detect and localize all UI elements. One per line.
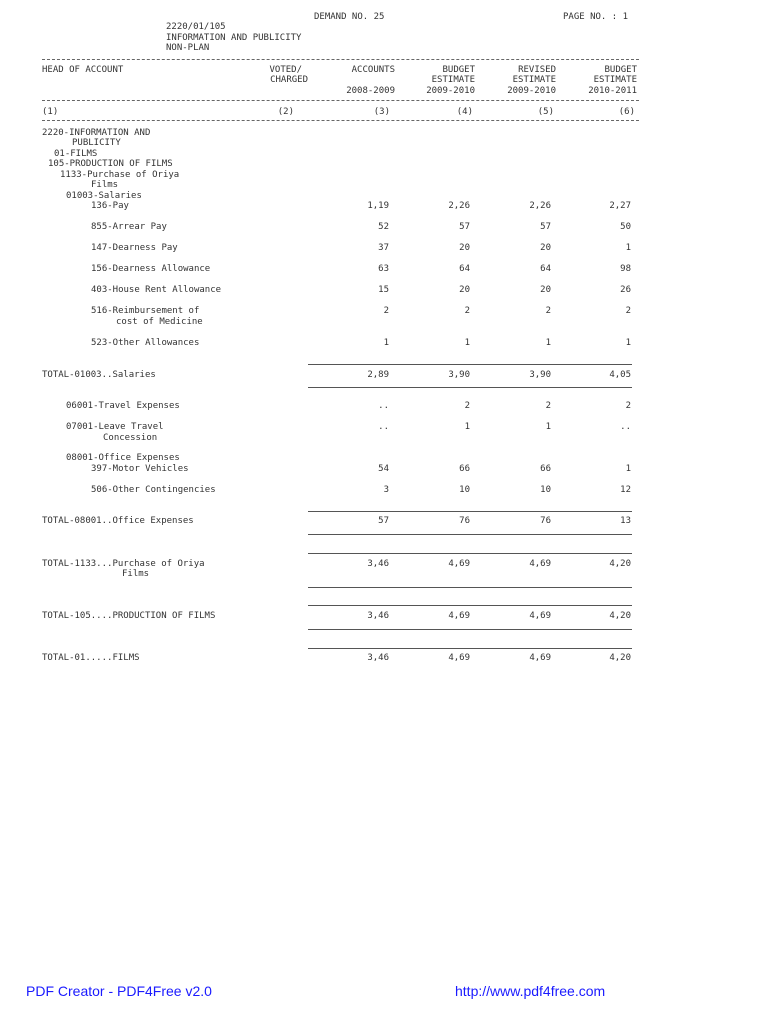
- cell-budget2: 2,27: [609, 201, 631, 211]
- cell-budget: 4,69: [448, 653, 470, 663]
- cell-budget: 4,69: [448, 611, 470, 621]
- cell-budget2: 2: [625, 306, 631, 316]
- col-budget2-estimate: ESTIMATE: [593, 75, 637, 85]
- total-rule-top: [308, 605, 632, 606]
- cell-revised: 1: [545, 338, 551, 348]
- account-code: 2220/01/105: [166, 22, 226, 32]
- cell-revised: 57: [540, 222, 551, 232]
- row-label-cont: cost of Medicine: [116, 317, 203, 327]
- header-rule-mid: [42, 100, 639, 101]
- cell-revised: 64: [540, 264, 551, 274]
- cell-accounts: 57: [378, 516, 389, 526]
- cell-accounts: 1: [383, 338, 389, 348]
- cell-budget: 2: [464, 306, 470, 316]
- col-budget2-year: 2010-2011: [588, 86, 637, 96]
- row-label: 397-Motor Vehicles: [91, 464, 189, 474]
- row-label: 07001-Leave Travel: [66, 422, 164, 432]
- cell-accounts: 37: [378, 243, 389, 253]
- col-voted-label: VOTED/: [269, 65, 302, 75]
- cell-accounts: 3,46: [367, 559, 389, 569]
- office-expenses-head: 08001-Office Expenses: [66, 453, 180, 463]
- cell-budget2: 98: [620, 264, 631, 274]
- cell-budget2: 50: [620, 222, 631, 232]
- pdf-creator-label: PDF Creator - PDF4Free v2.0: [26, 983, 212, 999]
- subtotal-rule-bottom: [308, 534, 632, 535]
- cell-revised: 20: [540, 243, 551, 253]
- cell-budget2: 2: [625, 401, 631, 411]
- col-number-2: (2): [277, 107, 294, 117]
- cell-budget: 2: [464, 401, 470, 411]
- total-rule-top: [308, 648, 632, 649]
- cell-revised: 76: [540, 516, 551, 526]
- cell-revised: 2,26: [529, 201, 551, 211]
- row-label-cont: Concession: [103, 433, 158, 443]
- cell-budget2: 4,20: [609, 611, 631, 621]
- col-number-4: (4): [456, 107, 473, 117]
- plan-type: NON-PLAN: [166, 43, 210, 53]
- total-rule-bottom: [308, 587, 632, 588]
- cell-revised: 3,90: [529, 370, 551, 380]
- cell-budget2: 4,20: [609, 559, 631, 569]
- cell-revised: 4,69: [529, 611, 551, 621]
- cell-budget: 3,90: [448, 370, 470, 380]
- row-label: 523-Other Allowances: [91, 338, 200, 348]
- col-revised-year: 2009-2010: [507, 86, 556, 96]
- cell-budget: 1: [464, 338, 470, 348]
- cell-revised: 2: [545, 306, 551, 316]
- cell-budget: 2,26: [448, 201, 470, 211]
- row-label: 06001-Travel Expenses: [66, 401, 180, 411]
- col-budget-label: BUDGET: [442, 65, 475, 75]
- cell-budget: 4,69: [448, 559, 470, 569]
- row-label: TOTAL-01.....FILMS: [42, 653, 140, 663]
- col-revised-estimate: ESTIMATE: [512, 75, 556, 85]
- demand-number: DEMAND NO. 25: [314, 12, 385, 22]
- cell-budget: 64: [459, 264, 470, 274]
- cell-accounts: 3,46: [367, 611, 389, 621]
- row-label-cont: Films: [122, 569, 150, 579]
- cell-budget2: 26: [620, 285, 631, 295]
- cell-budget2: 4,20: [609, 653, 631, 663]
- cell-budget2: 12: [620, 485, 631, 495]
- row-label: 855-Arrear Pay: [91, 222, 167, 232]
- row-label: 516-Reimbursement of: [91, 306, 200, 316]
- cell-accounts: 3,46: [367, 653, 389, 663]
- cell-accounts: 2: [383, 306, 389, 316]
- cell-budget2: 1: [625, 243, 631, 253]
- account-title: INFORMATION AND PUBLICITY: [166, 33, 302, 43]
- row-label: 403-House Rent Allowance: [91, 285, 222, 295]
- col-accounts-label: ACCOUNTS: [351, 65, 395, 75]
- cell-accounts: 15: [378, 285, 389, 295]
- cell-accounts: 52: [378, 222, 389, 232]
- row-label: TOTAL-01003..Salaries: [42, 370, 156, 380]
- cell-budget: 57: [459, 222, 470, 232]
- cell-revised: 10: [540, 485, 551, 495]
- col-number-1: (1): [42, 107, 59, 117]
- row-label: 156-Dearness Allowance: [91, 264, 211, 274]
- cell-accounts: ..: [378, 401, 389, 411]
- col-number-3: (3): [373, 107, 390, 117]
- cell-revised: 4,69: [529, 653, 551, 663]
- cell-accounts: 1,19: [367, 201, 389, 211]
- row-label: 506-Other Contingencies: [91, 485, 216, 495]
- cell-budget: 66: [459, 464, 470, 474]
- total-rule-top: [308, 553, 632, 554]
- col-head-of-account: HEAD OF ACCOUNT: [42, 65, 124, 75]
- col-number-6: (6): [618, 107, 635, 117]
- row-label: TOTAL-105....PRODUCTION OF FILMS: [42, 611, 216, 621]
- col-budget2-label: BUDGET: [604, 65, 637, 75]
- cell-accounts: ..: [378, 422, 389, 432]
- major-head-cont: PUBLICITY: [72, 138, 121, 148]
- col-charged-label: CHARGED: [270, 75, 308, 85]
- col-budget-year: 2009-2010: [426, 86, 475, 96]
- cell-accounts: 63: [378, 264, 389, 274]
- col-accounts-year: 2008-2009: [346, 86, 395, 96]
- cell-accounts: 54: [378, 464, 389, 474]
- row-label: 147-Dearness Pay: [91, 243, 178, 253]
- header-rule-top: [42, 59, 639, 60]
- row-label: TOTAL-08001..Office Expenses: [42, 516, 194, 526]
- cell-budget2: ..: [620, 422, 631, 432]
- cell-budget2: 13: [620, 516, 631, 526]
- cell-budget: 20: [459, 243, 470, 253]
- pdf4free-link[interactable]: http://www.pdf4free.com: [455, 983, 606, 999]
- subtotal-rule-top: [308, 364, 632, 365]
- row-label: 136-Pay: [91, 201, 129, 211]
- cell-budget: 10: [459, 485, 470, 495]
- col-number-5: (5): [537, 107, 554, 117]
- sub-head: 1133-Purchase of Oriya: [60, 170, 180, 180]
- cell-budget: 76: [459, 516, 470, 526]
- minor-head: 105-PRODUCTION OF FILMS: [48, 159, 173, 169]
- sub-head-cont: Films: [91, 180, 119, 190]
- cell-budget2: 1: [625, 338, 631, 348]
- cell-budget: 1: [464, 422, 470, 432]
- cell-revised: 66: [540, 464, 551, 474]
- header-rule-bottom: [42, 120, 639, 121]
- detailed-head: 01003-Salaries: [66, 191, 142, 201]
- cell-budget: 20: [459, 285, 470, 295]
- page-number: PAGE NO. : 1: [563, 12, 629, 22]
- row-label: TOTAL-1133...Purchase of Oriya: [42, 559, 205, 569]
- total-rule-bottom: [308, 629, 632, 630]
- cell-revised: 1: [545, 422, 551, 432]
- col-budget-estimate: ESTIMATE: [431, 75, 475, 85]
- major-head: 2220-INFORMATION AND: [42, 128, 151, 138]
- col-revised-label: REVISED: [518, 65, 556, 75]
- cell-revised: 2: [545, 401, 551, 411]
- subtotal-rule-top: [308, 511, 632, 512]
- cell-budget2: 4,05: [609, 370, 631, 380]
- cell-revised: 20: [540, 285, 551, 295]
- cell-accounts: 2,89: [367, 370, 389, 380]
- cell-budget2: 1: [625, 464, 631, 474]
- subtotal-rule-bottom: [308, 387, 632, 388]
- cell-accounts: 3: [383, 485, 389, 495]
- sub-major-head: 01-FILMS: [54, 149, 98, 159]
- cell-revised: 4,69: [529, 559, 551, 569]
